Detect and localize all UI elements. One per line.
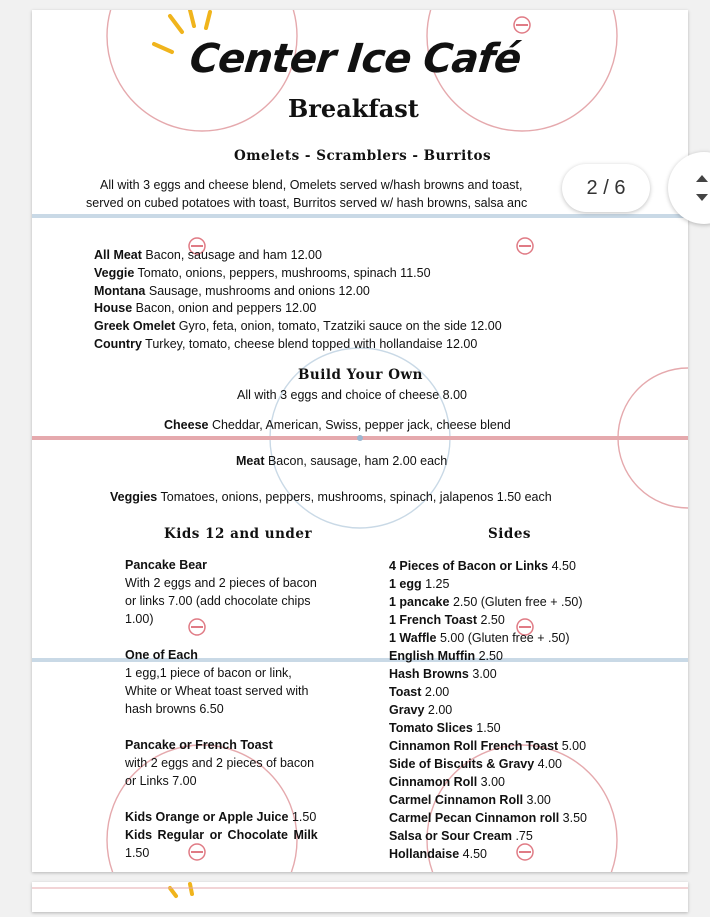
kids-item-desc: 1 egg,1 piece of bacon or link, White or Wheat toast served with hash browns 6.50 xyxy=(125,666,309,716)
cafe-title: Center Ice Café xyxy=(187,36,523,82)
side-item-name: 1 French Toast xyxy=(389,613,477,627)
scroll-arrows-icon xyxy=(668,152,710,224)
side-item-name: Gravy xyxy=(389,703,425,717)
side-item-name: Toast xyxy=(389,685,422,699)
side-item-name: Hash Browns xyxy=(389,667,469,681)
side-item-price: 5.00 xyxy=(558,739,587,753)
omelet-item-row xyxy=(94,300,502,318)
side-item-price: 4.50 xyxy=(548,559,576,573)
kids-item-desc: With 2 eggs and 2 pieces of bacon or links 7.00 (add chocolate chips 1.00) xyxy=(125,576,317,626)
omelet-item-name: Veggie xyxy=(94,265,135,280)
side-item-row xyxy=(389,719,587,737)
side-item-price: 3.00 xyxy=(477,775,506,789)
omelet-item-name: All Meat xyxy=(94,248,142,262)
side-item-row xyxy=(389,845,587,863)
side-item-row xyxy=(389,683,587,701)
kids-heading: Kids 12 and under xyxy=(164,526,313,542)
kids-item-name: One of Each xyxy=(125,648,198,662)
build-meat: Meat Bacon, sausage, ham 2.00 each xyxy=(236,454,448,468)
side-item-price: 2.50 xyxy=(476,613,505,627)
build-heading: Build Your Own xyxy=(298,367,423,383)
omelet-item-row xyxy=(94,336,502,354)
omelet-item-row xyxy=(94,318,502,336)
side-item-price: 1.50 xyxy=(472,721,501,735)
build-cheese: Cheese Cheddar, American, Swiss, pepper jack, cheese blend xyxy=(164,418,511,432)
side-item-row xyxy=(389,665,587,683)
kids-milk-price: 1.50 xyxy=(125,846,150,860)
omelet-item-price: Bacon, sausage and ham 12.00 xyxy=(141,248,322,262)
side-item-price: 3.00 xyxy=(523,793,551,807)
side-item-row xyxy=(389,575,587,593)
side-item-name: Carmel Pecan Cinnamon roll xyxy=(389,811,560,825)
omelets-description-line2: served on cubed potatoes with toast, Burritos served w/ hash browns, salsa anc xyxy=(86,196,528,210)
scroll-button[interactable] xyxy=(668,152,710,224)
side-item-price: 3.00 xyxy=(468,667,497,681)
menu-page xyxy=(32,10,688,872)
side-item-price: 3.50 xyxy=(559,811,587,825)
side-item-name: Salsa or Sour Cream xyxy=(389,829,512,843)
side-item-row xyxy=(389,809,587,827)
side-item-name: 4 Pieces of Bacon or Links xyxy=(389,559,549,573)
kids-item-name: Pancake or French Toast xyxy=(125,738,273,752)
side-item-name: Carmel Cinnamon Roll xyxy=(389,793,524,807)
omelet-item-row xyxy=(94,247,502,265)
side-item-name: 1 egg xyxy=(389,577,422,591)
side-item-price: 4.00 xyxy=(534,757,562,771)
side-item-row xyxy=(389,629,587,647)
side-item-row xyxy=(389,557,587,575)
side-item-price: 5.00 (Gluten free + .50) xyxy=(436,631,570,645)
kids-item-desc: with 2 eggs and 2 pieces of bacon or Links 7.00 xyxy=(125,756,315,788)
side-item-name: 1 pancake xyxy=(389,595,450,609)
sides-list xyxy=(389,557,587,863)
side-item-name: Cinnamon Roll xyxy=(389,775,478,789)
omelet-item-price: Sausage, mushrooms and onions 12.00 xyxy=(145,283,370,298)
side-item-row xyxy=(389,827,587,845)
omelet-item-name: Country xyxy=(94,336,142,351)
side-item-row xyxy=(389,593,587,611)
omelet-item-name: Greek Omelet xyxy=(94,319,176,334)
sides-heading: Sides xyxy=(488,526,532,542)
side-item-price: 4.50 xyxy=(459,847,487,861)
omelet-item-price: Tomato, onions, peppers, mushrooms, spinach 11.50 xyxy=(134,265,431,280)
side-item-row xyxy=(389,773,587,791)
side-item-name: Cinnamon Roll French Toast xyxy=(389,739,559,753)
omelet-item-price: Turkey, tomato, cheese blend topped with hollandaise 12.00 xyxy=(141,336,478,351)
kids-drink-milk: Kids Regular or Chocolate Milk xyxy=(125,828,318,842)
omelet-item-price: Bacon, onion and peppers 12.00 xyxy=(132,301,317,316)
omelets-description-line1: All with 3 eggs and cheese blend, Omelets served w/hash browns and toast, xyxy=(100,178,523,192)
side-item-row xyxy=(389,611,587,629)
side-item-row xyxy=(389,755,587,773)
side-item-row xyxy=(389,791,587,809)
build-subtitle: All with 3 eggs and choice of cheese 8.00 xyxy=(237,388,468,402)
side-item-name: Tomato Slices xyxy=(389,721,473,735)
side-item-name: English Muffin xyxy=(389,649,476,663)
build-veggies: Veggies Tomatoes, onions, peppers, mushrooms, spinach, jalapenos 1.50 each xyxy=(110,490,552,504)
side-item-price: 1.25 xyxy=(421,577,450,591)
omelet-item-row xyxy=(94,265,502,283)
kids-item-name: Pancake Bear xyxy=(125,558,208,572)
side-item-name: Hollandaise xyxy=(389,847,460,861)
omelet-item-name: Montana xyxy=(94,283,146,298)
side-item-price: 2.50 (Gluten free + .50) xyxy=(449,595,583,609)
page-indicator: 2 / 6 xyxy=(562,164,650,212)
side-item-price: 2.50 xyxy=(475,649,503,663)
omelets-heading: Omelets - Scramblers - Burritos xyxy=(234,148,492,164)
omelet-item-row xyxy=(94,283,502,301)
next-page-rink xyxy=(32,882,688,912)
kids-drink-juice: Kids Orange or Apple Juice 1.50 xyxy=(125,810,317,824)
side-item-row xyxy=(389,737,587,755)
omelet-item-price: Gyro, feta, onion, tomato, Tzatziki sauce on the side 12.00 xyxy=(175,319,502,334)
menu-subtitle: Breakfast xyxy=(288,94,419,123)
side-item-price: 2.00 xyxy=(421,685,450,699)
side-item-price: .75 xyxy=(511,829,533,843)
omelet-list xyxy=(94,247,502,354)
side-item-row xyxy=(389,701,587,719)
side-item-name: 1 Waffle xyxy=(389,631,437,645)
side-item-name: Side of Biscuits & Gravy xyxy=(389,757,535,771)
omelet-item-name: House xyxy=(94,301,133,316)
next-page-preview xyxy=(32,882,688,912)
side-item-row xyxy=(389,647,587,665)
side-item-price: 2.00 xyxy=(424,703,453,717)
